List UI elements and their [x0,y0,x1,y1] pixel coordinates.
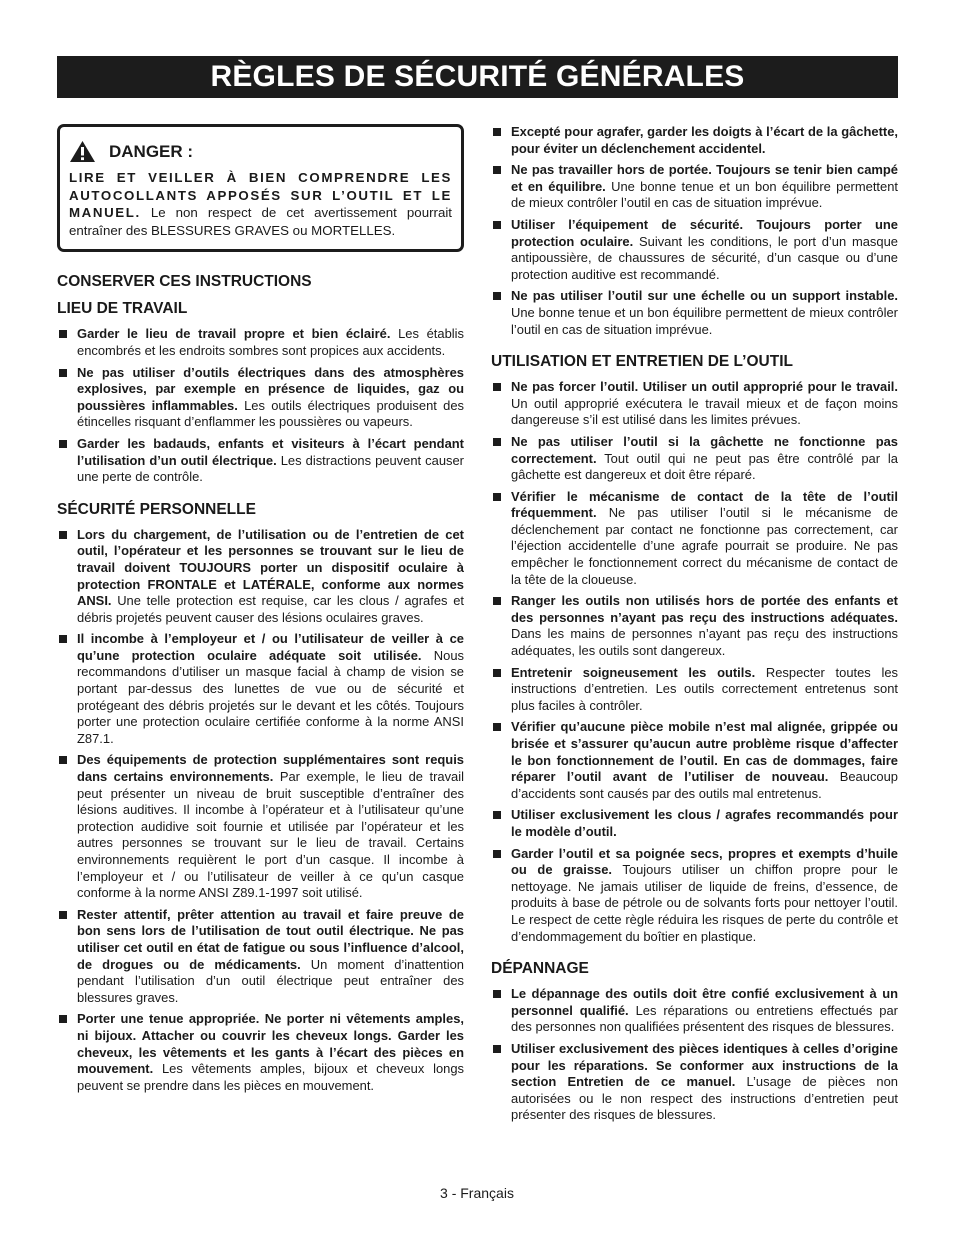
item-text: Respecter toutes les instructions d’entretien. Les outils correctement entretenus sont plus faciles à contrôler. [511,664,898,713]
item-text: Une telle protection est requise, car les clous / agrafes et débris projetés peuvent causer des lésions oculaires graves. [77,593,464,625]
list-item [57,752,464,901]
item-text: Nous recommandons d’utiliser un masque facial à champ de vision se portant par-dessus des lunettes de vue ou de sécurité et protégeant des débris projetés sur le devant et les côtés. Toujours porter une protection oculaire certifiée conforme à la norme ANSI Z87.1. [77,647,464,746]
list-item [491,719,898,802]
item-bold: Vérifier le mécanisme de contact de la tête de l’outil fréquemment. [511,488,898,521]
bullet-list [491,124,898,338]
item-bold: Ne pas forcer l’outil. Utiliser un outil approprié pour le travail. [511,379,898,395]
list-item [491,434,898,484]
bullet-list [57,527,464,1095]
section-lieu-de-travail [57,299,464,485]
item-text: Un moment d’inattention pendant l’utilisation d’un outil électrique peut entraîner des blessures graves. [77,956,464,1005]
item-text: Un outil approprié exécutera le travail mieux et de façon moins dangereuse s’il est utilisé dans les limites prévues. [511,395,898,428]
item-bold: Excepté pour agrafer, garder les doigts à l’écart de la gâchette, pour éviter un déclenchement accidentel. [511,124,898,156]
item-text: Les outils électriques produisent des étincelles risquant d’enflammer les poussières ou vapeurs. [77,397,464,430]
item-bold: Utiliser l’équipement de sécurité. Toujours porter une protection oculaire. [511,216,898,249]
danger-title: DANGER : [109,141,194,161]
section-securite-suite [491,124,898,338]
item-bold: Des équipements de protection supplémentaires sont requis dans certains environnements. [77,752,464,785]
item-bold: Ne pas utiliser l’outil si la gâchette ne fonctionne pas correctement. [511,433,898,466]
section-heading: UTILISATION ET ENTRETIEN DE L’OUTIL [491,353,793,371]
item-bold: Il incombe à l’employeur et / ou l’utilisateur de veiller à ce qu’une protection oculaire adéquate soit utilisée. [77,631,464,663]
list-item [57,326,464,359]
item-text: Ne pas utiliser l’outil si le mécanisme de déclenchement par contact ne fonctionne pas correctement, car l’éjection accidentelle d’une agrafe pourrait se produire. Ne pas empêcher le fonctionnement correct du mécanisme de contact de la tête de la cloueuse. [511,505,898,587]
item-text: Les réparations ou entretiens effectués par des personnes non qualifiées présentent des risques de blessures. [511,1002,898,1035]
list-item [491,593,898,659]
item-text: Une bonne tenue et un bon équilibre permettent de mieux contrôler l’outil en cas de situation imprévue. [511,304,898,337]
section-utilisation-entretien [491,352,898,945]
item-bold: Garder l’outil et sa poignée secs, propres et exempts d’huile ou de graisse. [511,845,898,878]
section-heading: DÉPANNAGE [491,960,589,978]
item-bold: Utiliser exclusivement des pièces identiques à celles d’origine pour les réparations. Se conformer aux instructions de la section Entretien de ce manuel. [511,1040,898,1090]
bullet-list [57,326,464,485]
item-text: Tout outil qui ne peut pas être contrôlé par la gâchette est dangereux et doit être réparé. [511,450,898,483]
section-depannage [491,959,898,1124]
item-bold: Utiliser exclusivement les clous / agrafes recommandés pour le modèle d’outil. [511,807,898,839]
item-bold: Le dépannage des outils doit être confié exclusivement à un personnel qualifié. [511,986,898,1018]
list-item [491,807,898,840]
conserver-heading: CONSERVER CES INSTRUCTIONS [57,273,312,291]
left-column [57,124,464,1108]
item-text: Beaucoup d’accidents sont causés par des outils mal entretenus. [511,769,898,801]
danger-box [57,124,464,252]
item-text: Les distractions peuvent causer une perte de contrôle. [77,452,464,485]
bullet-list [491,379,898,945]
item-text: Une bonne tenue et un bon équilibre permettent de mieux contrôler l’outil en cas de situation imprévue. [511,178,899,211]
list-item [491,665,898,715]
list-item [491,288,898,338]
item-text: Les établis encombrés et les endroits sombres sont propices aux accidents. [77,326,464,358]
bullet-list [491,986,898,1124]
item-bold: Garder les badauds, enfants et visiteurs à l’écart pendant l’utilisation d’un outil électrique. [77,435,464,468]
item-bold: Ranger les outils non utilisés hors de portée des enfants et des personnes n’ayant pas reçu des instructions adéquates. [511,593,898,625]
list-item [57,907,464,1007]
item-bold: Lors du chargement, de l’utilisation ou de l’entretien de cet outil, l’opérateur et les personnes se trouvant sur le lieu de travail doivent TOUJOURS porter un dispositif oculaire à protection FRONTALE et LATÉRALE, conforme aux normes ANSI. [77,526,464,609]
list-item [57,365,464,431]
danger-header [69,140,452,163]
list-item [491,489,898,589]
list-item [491,124,898,157]
item-bold: Rester attentif, prêter attention au travail et faire preuve de bon sens lors de l’utilisation de tout outil électrique. Ne pas utiliser cet outil en état de fatigue ou sous l’influence d’alcool, de drogues ou de médicaments. [77,906,464,972]
warning-triangle-icon [69,140,96,163]
page-footer: 3 - Français [440,1185,514,1201]
item-bold: Ne pas travailler hors de portée. Toujours se tenir bien campé et en équilibre. [511,162,898,194]
list-item [57,1011,464,1094]
item-text: Suivant les conditions, le port d’un masque antipoussière, de chaussures de sécurité, d’un casque ou d’une protection auditive est recommandé. [511,233,898,282]
list-item [57,527,464,627]
item-bold: Ne pas utiliser l’outil sur une échelle ou un support instable. [511,288,898,304]
section-securite-personnelle [57,500,464,1095]
list-item [57,436,464,486]
section-heading: LIEU DE TRAVAIL [57,300,188,318]
list-item [491,217,898,283]
item-bold: Vérifier qu’aucune pièce mobile n’est mal alignée, grippée ou brisée et s’assurer qu’aucun autre problème risque d’affecter le bon fonctionnement de l’outil. En cas de dommages, faire réparer l’outil avant de l’utiliser de nouveau. [511,719,898,785]
list-item [57,631,464,747]
item-text: L’usage de pièces non autorisées ou le non respect des instructions d’entretien peut présenter des risques de blessures. [511,1074,899,1123]
right-column [491,124,898,1138]
list-item [491,1041,898,1124]
item-bold: Porter une tenue appropriée. Ne porter ni vêtements amples, ni bijoux. Attacher ou couvrir les cheveux longs. Garder les cheveux, les vêtements et les gants à l’écart des pièces en mouvement. [77,1011,464,1077]
list-item [491,986,898,1036]
title-bar [57,56,898,98]
item-text: Les vêtements amples, bijoux et cheveux longs peuvent se prendre dans les pièces en mouvement. [77,1061,464,1093]
section-heading: SÉCURITÉ PERSONNELLE [57,500,256,518]
list-item [491,162,898,212]
item-text: Dans les mains de personnes n’ayant pas reçu des instructions adéquates, les outils sont dangereux. [511,626,898,659]
page-title: RÈGLES DE SÉCURITÉ GÉNÉRALES [210,60,745,93]
item-text: Par exemple, le lieu de travail peut présenter un niveau de bruit susceptible d’entraîner des lésions auditives. Il incombe à l’opérateur et à l’utilisateur qu’une protection audidive soit fournie et utilisée par l’opérateur et les autres personnes se trouvant sur le lieu de travail. Certains environnements requièrent le port d’un casque. Il incombe à l’employeur et / ou l’utilisateur de veiller à ce qu’un casque conforme à la norme ANSI Z89.1-1997 soit utilisé. [77,769,464,901]
list-item [491,846,898,946]
danger-body: Le non respect de cet avertissement pourrait entraîner des BLESSURES GRAVES ou MORTELLES. [69,205,452,238]
list-item [491,379,898,429]
item-bold: Garder le lieu de travail propre et bien éclairé. [77,326,391,342]
danger-text [69,169,452,239]
item-bold: Ne pas utiliser d’outils électriques dans des atmosphères explosives, par exemple en présence de liquides, gaz ou poussières inflammables. [77,364,464,413]
danger-bold: LIRE ET VEILLER À BIEN COMPRENDRE LES AUTOCOLLANTS APPOSÉS SUR L’OUTIL ET LE MANUEL. [69,170,452,221]
item-bold: Entretenir soigneusement les outils. [511,664,756,680]
item-text: Toujours utiliser un chiffon propre pour le nettoyage. Ne jamais utiliser de liquide de freins, d’essence, de produits à base de pétrole ou de solvants forts pour nettoyer l’outil. Le respect de cette règle réduira les risques de perte du contrôle et d’endommagement du boîtier en plastique. [511,862,898,944]
